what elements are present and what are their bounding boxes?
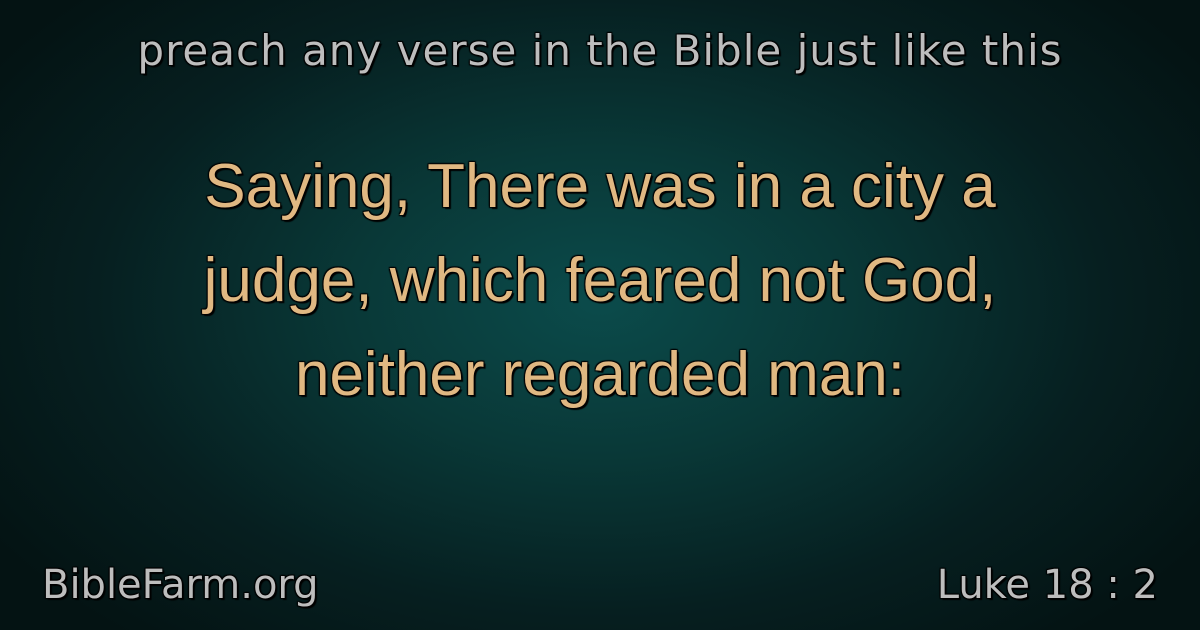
- verse-line-3: neither regarded man:: [294, 340, 906, 409]
- verse-reference: Luke 18 : 2: [936, 562, 1158, 608]
- verse-line-2: judge, which feared not God,: [203, 246, 997, 315]
- tagline: preach any verse in the Bible just like this: [137, 26, 1063, 75]
- verse-line-1: Saying, There was in a city a: [204, 152, 996, 221]
- site-name: BibleFarm.org: [42, 562, 319, 608]
- verse-text: [80, 140, 1120, 422]
